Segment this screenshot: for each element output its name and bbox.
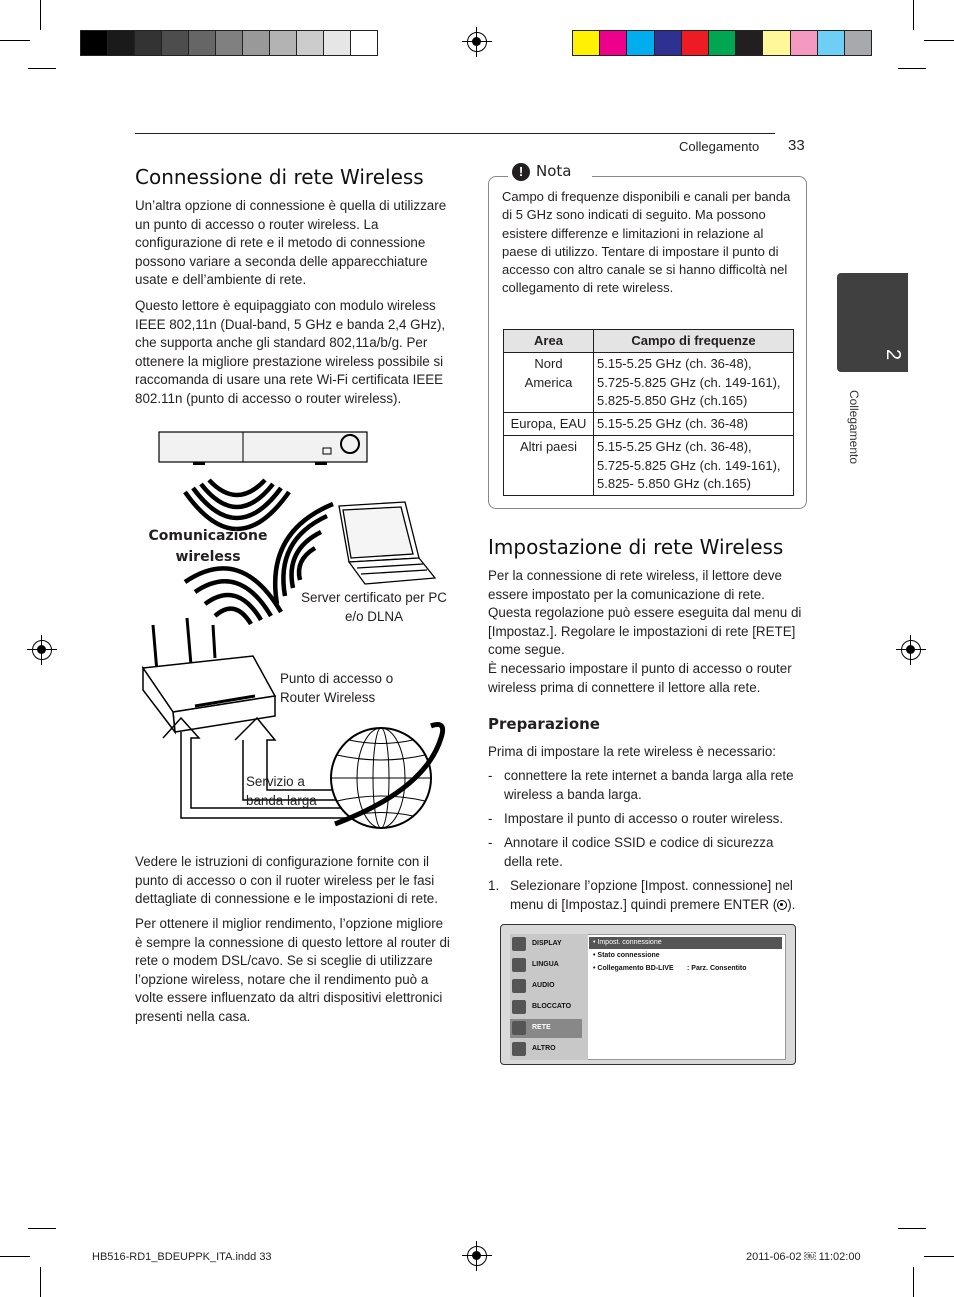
diagram-label-wireless: wireless bbox=[175, 549, 241, 565]
crop-mark bbox=[898, 68, 926, 69]
table-cell-area: Nord bbox=[534, 356, 563, 372]
menu-item-audio[interactable]: AUDIO bbox=[510, 977, 582, 996]
table-row bbox=[504, 353, 794, 413]
list-item: - connettere la rete internet a banda larga alla rete wireless a banda larga. bbox=[488, 767, 806, 805]
menu-option[interactable]: • Impost. connessione bbox=[593, 939, 662, 946]
crop-mark bbox=[0, 40, 30, 41]
header-rule bbox=[135, 133, 775, 134]
section-title-impostazione: Impostazione di rete Wireless bbox=[488, 535, 784, 559]
table-cell-area: Europa, EAU bbox=[510, 416, 587, 432]
crop-mark bbox=[40, 1267, 41, 1297]
note-header bbox=[508, 162, 592, 182]
color-swatch bbox=[790, 30, 818, 56]
color-swatch bbox=[296, 30, 324, 56]
paragraph: Un’altra opzione di connessione è quella di utilizzare un punto di accesso o router wireless. La configurazione di rete e il metodo di connessione possono variare a seconda delle apparecchiature usate e dell’ambiente di rete. bbox=[135, 198, 447, 288]
paragraph: Per la connessione di rete wireless, il lettore deve essere impostato per la comunicazione di rete. Questa regolazione può essere eseguita dal menu di [Impostaz.]. Regolare le impostazioni di rete [RETE] come segue. bbox=[488, 568, 802, 658]
color-swatch bbox=[735, 30, 763, 56]
crop-mark bbox=[28, 1228, 56, 1229]
table-row bbox=[504, 436, 794, 496]
wireless-waves-icon bbox=[185, 480, 289, 529]
color-swatch bbox=[80, 30, 108, 56]
diagram-label-broadband: banda larga bbox=[246, 793, 317, 808]
registration-mark-icon bbox=[32, 640, 52, 660]
frequency-table bbox=[503, 329, 794, 496]
color-swatch bbox=[844, 30, 872, 56]
paragraph: È necessario impostare il punto di accesso o router wireless prima di connettere il lettore alla rete. bbox=[488, 661, 792, 695]
menu-item-bloccato[interactable]: BLOCCATO bbox=[510, 998, 582, 1017]
table-cell-frequency: 5.725-5.825 GHz (ch. 149-161), bbox=[597, 457, 781, 473]
menu-option[interactable]: • Collegamento BD-LIVE bbox=[593, 965, 674, 972]
table-cell-frequency: 5.15-5.25 GHz (ch. 36-48) bbox=[597, 416, 749, 432]
step-item bbox=[488, 877, 806, 915]
crop-mark bbox=[913, 1267, 914, 1297]
table-cell-frequency: 5.15-5.25 GHz (ch. 36-48), bbox=[597, 356, 752, 372]
color-swatch bbox=[762, 30, 790, 56]
menu-item-display[interactable]: DISPLAY bbox=[510, 935, 582, 954]
crop-mark bbox=[924, 1256, 954, 1257]
crop-mark bbox=[898, 1228, 926, 1229]
globe-icon bbox=[331, 725, 443, 829]
color-swatch bbox=[599, 30, 627, 56]
language-icon bbox=[512, 958, 526, 972]
step-number: 1. bbox=[488, 878, 500, 893]
color-swatch bbox=[188, 30, 216, 56]
section-title-connessione: Connessione di rete Wireless bbox=[135, 165, 424, 189]
list-item-text: Annotare il codice SSID e codice di sicurezza della rete. bbox=[504, 835, 774, 869]
exclamation-icon: ! bbox=[512, 163, 530, 181]
audio-icon bbox=[512, 979, 526, 993]
table-cell-frequency: 5.825-5.850 GHz (ch.165) bbox=[597, 392, 748, 408]
color-swatch bbox=[654, 30, 682, 56]
footer-date: 2011-06-02 ￼ 11:02:00 bbox=[746, 1251, 861, 1263]
subsection-title: Preparazione bbox=[488, 715, 600, 733]
list-item-text: Impostare il punto di accesso o router wireless. bbox=[504, 811, 784, 826]
table-row bbox=[504, 413, 794, 436]
menu-item-lingua[interactable]: LINGUA bbox=[510, 956, 582, 975]
diagram-label-broadband: Servizio a bbox=[246, 774, 305, 789]
crop-mark bbox=[0, 1256, 30, 1257]
enter-button-icon bbox=[777, 900, 787, 910]
registration-mark-icon bbox=[467, 32, 487, 52]
wireless-waves-icon bbox=[185, 568, 281, 624]
lock-icon bbox=[512, 1000, 526, 1014]
diagram-label-wireless: Comunicazione bbox=[148, 528, 268, 544]
diagram-label-server: e/o DLNA bbox=[344, 609, 404, 624]
crop-mark bbox=[924, 40, 954, 41]
color-swatch bbox=[161, 30, 189, 56]
color-swatch bbox=[134, 30, 162, 56]
color-swatch bbox=[708, 30, 736, 56]
registration-mark-icon bbox=[901, 640, 921, 660]
running-header-section: Collegamento bbox=[679, 139, 760, 154]
table-cell-frequency: 5.825- 5.850 GHz (ch.165) bbox=[597, 476, 751, 492]
color-swatch bbox=[215, 30, 243, 56]
diagram-label-access-point: Router Wireless bbox=[280, 690, 376, 705]
color-swatch bbox=[269, 30, 297, 56]
network-icon bbox=[512, 1021, 526, 1035]
menu-item-rete[interactable]: RETE bbox=[510, 1019, 582, 1038]
paragraph: Questo lettore è equipaggiato con modulo wireless IEEE 802,11n (Dual-band, 5 GHz e banda 2,4 GHz), che supporta anche gli standard 802,11a/b/g. Per ottenere la migliore prestazione wireless possibile si raccomanda di usare una rete Wi-Fi certificata IEEE 802.11n (punto di accesso o router wireless). bbox=[135, 298, 446, 406]
router-icon bbox=[143, 618, 275, 732]
table-header-area: Area bbox=[504, 330, 594, 353]
settings-menu-screenshot bbox=[500, 924, 796, 1065]
color-swatch bbox=[350, 30, 378, 56]
menu-item-altro[interactable]: ALTRO bbox=[510, 1040, 582, 1059]
color-swatch bbox=[572, 30, 600, 56]
table-header-frequency: Campo di frequenze bbox=[594, 330, 794, 353]
diagram-label-access-point: Punto di accesso o bbox=[280, 671, 394, 686]
footer-filename: HB516-RD1_BDEUPPK_ITA.indd 33 bbox=[92, 1251, 272, 1263]
color-swatch bbox=[242, 30, 270, 56]
table-cell-area: America bbox=[524, 374, 573, 390]
note-text: Campo di frequenze disponibili e canali per banda di 5 GHz sono indicati di seguito. Ma possono esistere differenze e limitazioni in relazione al paese di utilizzo. Tentare di impostare il punto di accesso con altro canale se si hanno difficoltà nel collegamento di rete wireless. bbox=[502, 189, 791, 296]
paragraph: Vedere le istruzioni di configurazione fornite con il punto di accesso o con il ruoter wireless per le fasi dettagliate di connessione e le impostazioni di rete. bbox=[135, 854, 438, 907]
laptop-icon bbox=[339, 502, 435, 584]
menu-option-value: : Parz. Consentito bbox=[687, 965, 747, 972]
color-swatch bbox=[323, 30, 351, 56]
color-swatch bbox=[681, 30, 709, 56]
diagram-label-server: Server certificato per PC bbox=[301, 590, 447, 605]
display-icon bbox=[512, 937, 526, 951]
note-title: Nota bbox=[536, 162, 572, 180]
other-icon bbox=[512, 1042, 526, 1056]
list-item-text: connettere la rete internet a banda larga alla rete wireless a banda larga. bbox=[504, 768, 794, 802]
table-cell-frequency: 5.15-5.25 GHz (ch. 36-48), bbox=[597, 439, 752, 455]
page-number: 33 bbox=[788, 137, 805, 154]
chapter-tab bbox=[837, 273, 908, 372]
color-swatch bbox=[817, 30, 845, 56]
chapter-tab-number: 2 bbox=[882, 348, 905, 361]
crop-mark bbox=[28, 68, 56, 69]
paragraph: Prima di impostare la rete wireless è necessario: bbox=[488, 744, 777, 759]
color-swatch bbox=[107, 30, 135, 56]
list-item: - Impostare il punto di accesso o router wireless. bbox=[488, 810, 806, 830]
menu-option[interactable]: • Stato connessione bbox=[593, 952, 660, 959]
step-text: Selezionare l’opzione [Impost. connessione] nel menu di [Impostaz.] quindi premere ENTER ( bbox=[510, 878, 793, 912]
step-text-end: ). bbox=[787, 896, 796, 912]
color-swatch bbox=[626, 30, 654, 56]
registration-mark-icon bbox=[467, 1246, 487, 1266]
table-cell-area: Altri paesi bbox=[519, 439, 578, 455]
list-item: - Annotare il codice SSID e codice di sicurezza della rete. bbox=[488, 834, 806, 872]
crop-mark bbox=[40, 0, 41, 30]
paragraph: Per ottenere il miglior rendimento, l’opzione migliore è sempre la connessione di questo lettore al router di rete o modem DSL/cavo. Se si sceglie di utilizzare l’opzione wireless, notare che il rendimento può a volte essere influenzato da altri dispositivi elettronici presenti nella casa. bbox=[135, 916, 450, 1024]
table-cell-frequency: 5.725-5.825 GHz (ch. 149-161), bbox=[597, 374, 781, 390]
crop-mark bbox=[913, 0, 914, 30]
blu-ray-player-icon bbox=[159, 432, 367, 465]
chapter-tab-label: Collegamento bbox=[847, 389, 861, 465]
